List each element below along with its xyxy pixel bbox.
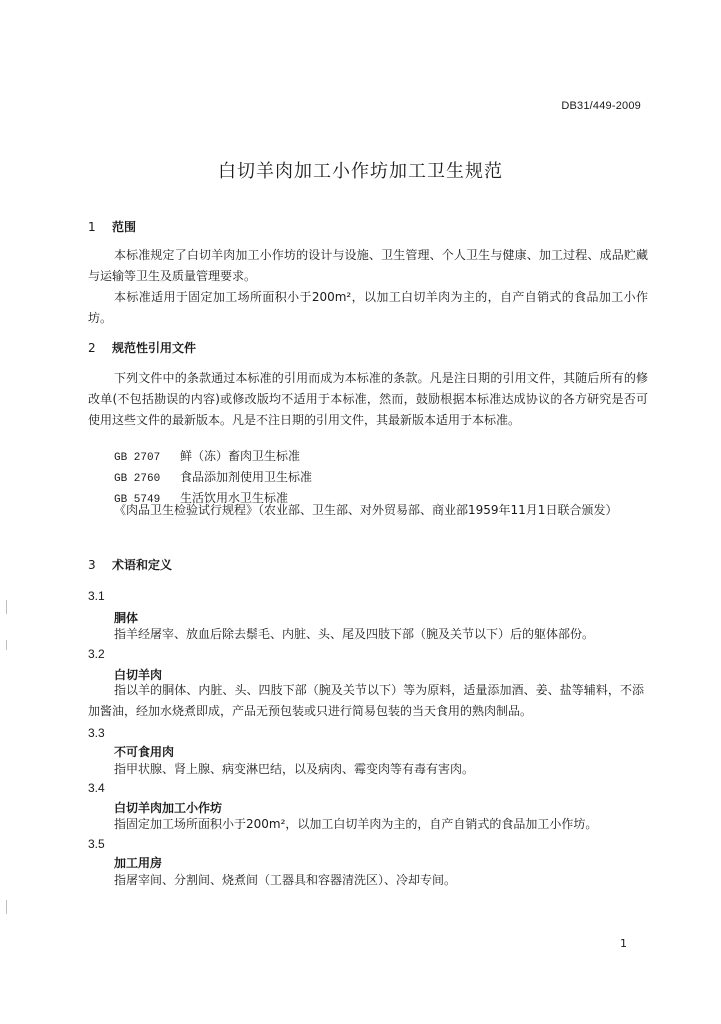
reference-item [114,468,312,485]
reference-name: 鲜（冻）畜肉卫生标准 [180,449,301,463]
term-definition: 指以羊的胴体、内脏、头、四肢下部（腕及关节以下）等为原料，适量添加酒、姜、盐等辅料，不添加酱油，经加水烧煮即成，产品无预包装或只进行简易包装的当天食用的熟肉制品。 [88,683,644,718]
page-number: 1 [620,937,627,950]
section-number: 1 [88,220,96,234]
document-title: 白切羊肉加工小作坊加工卫生规范 [218,161,503,182]
clause-number: 3.2 [88,647,105,661]
scan-edge-mark [6,640,7,650]
clause-number: 3.5 [88,837,105,851]
section-number: 3 [88,558,96,572]
term-definition: 指甲状腺、肾上腺、病变淋巴结，以及病肉、霉变肉等有毒有害肉。 [114,762,475,776]
clause-number: 3.1 [88,589,105,603]
term-name: 不可食用肉 [114,745,175,759]
term-name: 胴体 [114,611,139,625]
section-heading-normative-references [88,339,196,356]
reference-regulation: 《肉品卫生检验试行规程》（农业部、卫生部、对外贸易部、商业部1959年11月1日联合颁发） [114,503,618,517]
scan-edge-mark [6,600,7,614]
term-name: 白切羊肉加工小作坊 [114,801,223,815]
term-definition: 指固定加工场所面积小于200m²，以加工白切羊肉为主的，自产自销式的食品加工小作坊。 [114,817,598,831]
reference-name: 食品添加剂使用卫生标准 [180,470,313,484]
section-title: 范围 [112,220,137,234]
section-heading-terms-definitions [88,556,172,573]
scan-edge-mark [6,900,7,914]
clause-number: 3.4 [88,781,105,795]
normative-intro-paragraph: 下列文件中的条款通过本标准的引用而成为本标准的条款。凡是注日期的引用文件，其随后所有的修改单(不包括勘误的内容)或修改版均不适用于本标准，然而，鼓励根据本标准达成协议的各方研究是否可使用这些文件的最新版本。凡是不注日期的引用文件，其最新版本适用于本标准。 [88,371,648,427]
section-heading-scope [88,218,136,235]
scope-paragraph-1: 本标准规定了白切羊肉加工小作坊的设计与设施、卫生管理、个人卫生与健康、加工过程、成品贮藏与运输等卫生及质量管理要求。 [88,248,648,283]
reference-code: GB 5749 [114,494,161,506]
reference-code: GB 2707 [114,452,161,464]
reference-item [114,447,300,464]
section-title: 术语和定义 [112,558,173,572]
section-title: 规范性引用文件 [112,341,197,355]
term-name: 白切羊肉 [114,668,163,682]
reference-code: GB 2760 [114,473,161,485]
scope-paragraph-2: 本标准适用于固定加工场所面积小于200m²，以加工白切羊肉为主的，自产自销式的食品加工小作坊。 [88,290,648,325]
term-definition: 指屠宰间、分割间、烧煮间（工器具和容器清洗区）、冷却专间。 [114,873,457,887]
clause-number: 3.3 [88,726,105,740]
document-number: DB31/449-2009 [561,100,641,112]
term-definition: 指羊经屠宰、放血后除去鬃毛、内脏、头、尾及四肢下部（腕及关节以下）后的躯体部份。 [114,627,595,641]
reference-name: 生活饮用水卫生标准 [180,491,289,505]
term-name: 加工用房 [114,856,163,870]
section-number: 2 [88,341,96,355]
